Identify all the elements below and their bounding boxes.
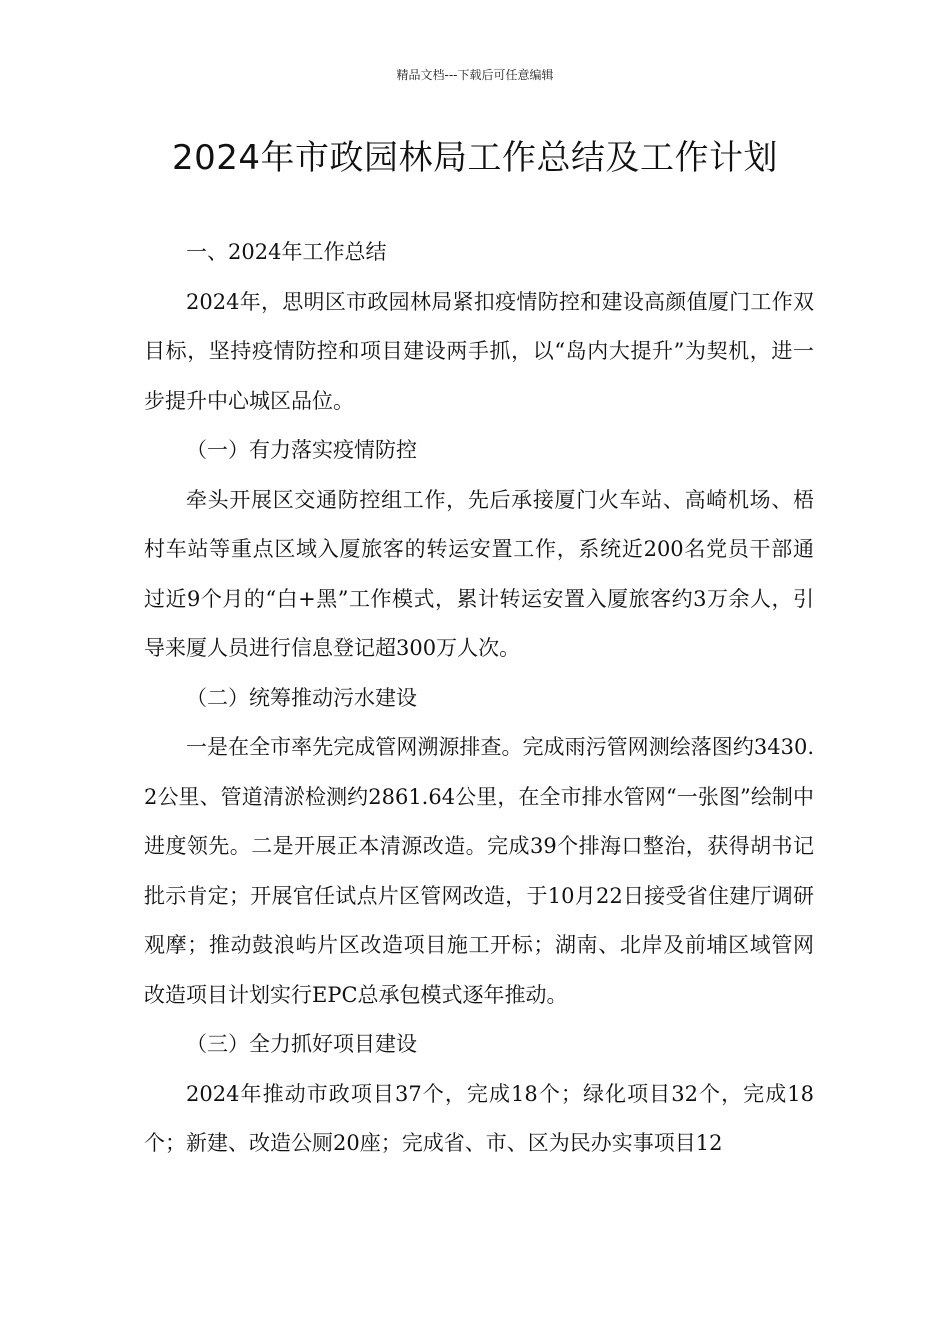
subsection-heading-epidemic: （一）有力落实疫情防控 <box>186 438 417 462</box>
section-heading-summary: 一、2024年工作总结 <box>186 240 387 264</box>
document-title: 2024年市政园林局工作总结及工作计划 <box>171 138 779 178</box>
sewage-paragraph: 一是在全市率先完成管网溯源排查。完成雨污管网测绘落图约3430.2公里、管道清淤检测约2861.64公里，在全市排水管网“一张图”绘制中进度领先。二是开展正本清源改造。完成39个排海口整治，获得胡书记批示肯定；开展官任试点片区管网改造，于10月22日接受省住建厅调研观摩；推动鼓浪屿片区改造项目施工开标；湖南、北岸及前埔区域管网改造项目计划实行EPC总承包模式逐年推动。 <box>144 735 814 1007</box>
projects-paragraph: 2024年推动市政项目37个，完成18个；绿化项目32个，完成18个；新建、改造公厕20座；完成省、市、区为民办实事项目12 <box>144 1081 814 1155</box>
subsection-heading-sewage: （二）统筹推动污水建设 <box>186 685 417 710</box>
intro-paragraph: 2024年，思明区市政园林局紧扣疫情防控和建设高颜值厦门工作双目标，坚持疫情防控和项目建设两手抓，以“岛内大提升”为契机，进一步提升中心城区品位。 <box>144 289 814 413</box>
document-body <box>144 228 814 1169</box>
subsection-heading-projects: （三）全力抓好项目建设 <box>186 1032 417 1056</box>
epidemic-paragraph: 牵头开展区交通防控组工作，先后承接厦门火车站、高崎机场、梧村车站等重点区域入厦旅客的转运安置工作，系统近200名党员干部通过近9个月的“白+黑”工作模式，累计转运安置入厦旅客约3万余人，引导来厦人员进行信息登记超300万人次。 <box>144 487 814 660</box>
page-header-note: 精品文档---下载后可任意编辑 <box>396 68 554 82</box>
